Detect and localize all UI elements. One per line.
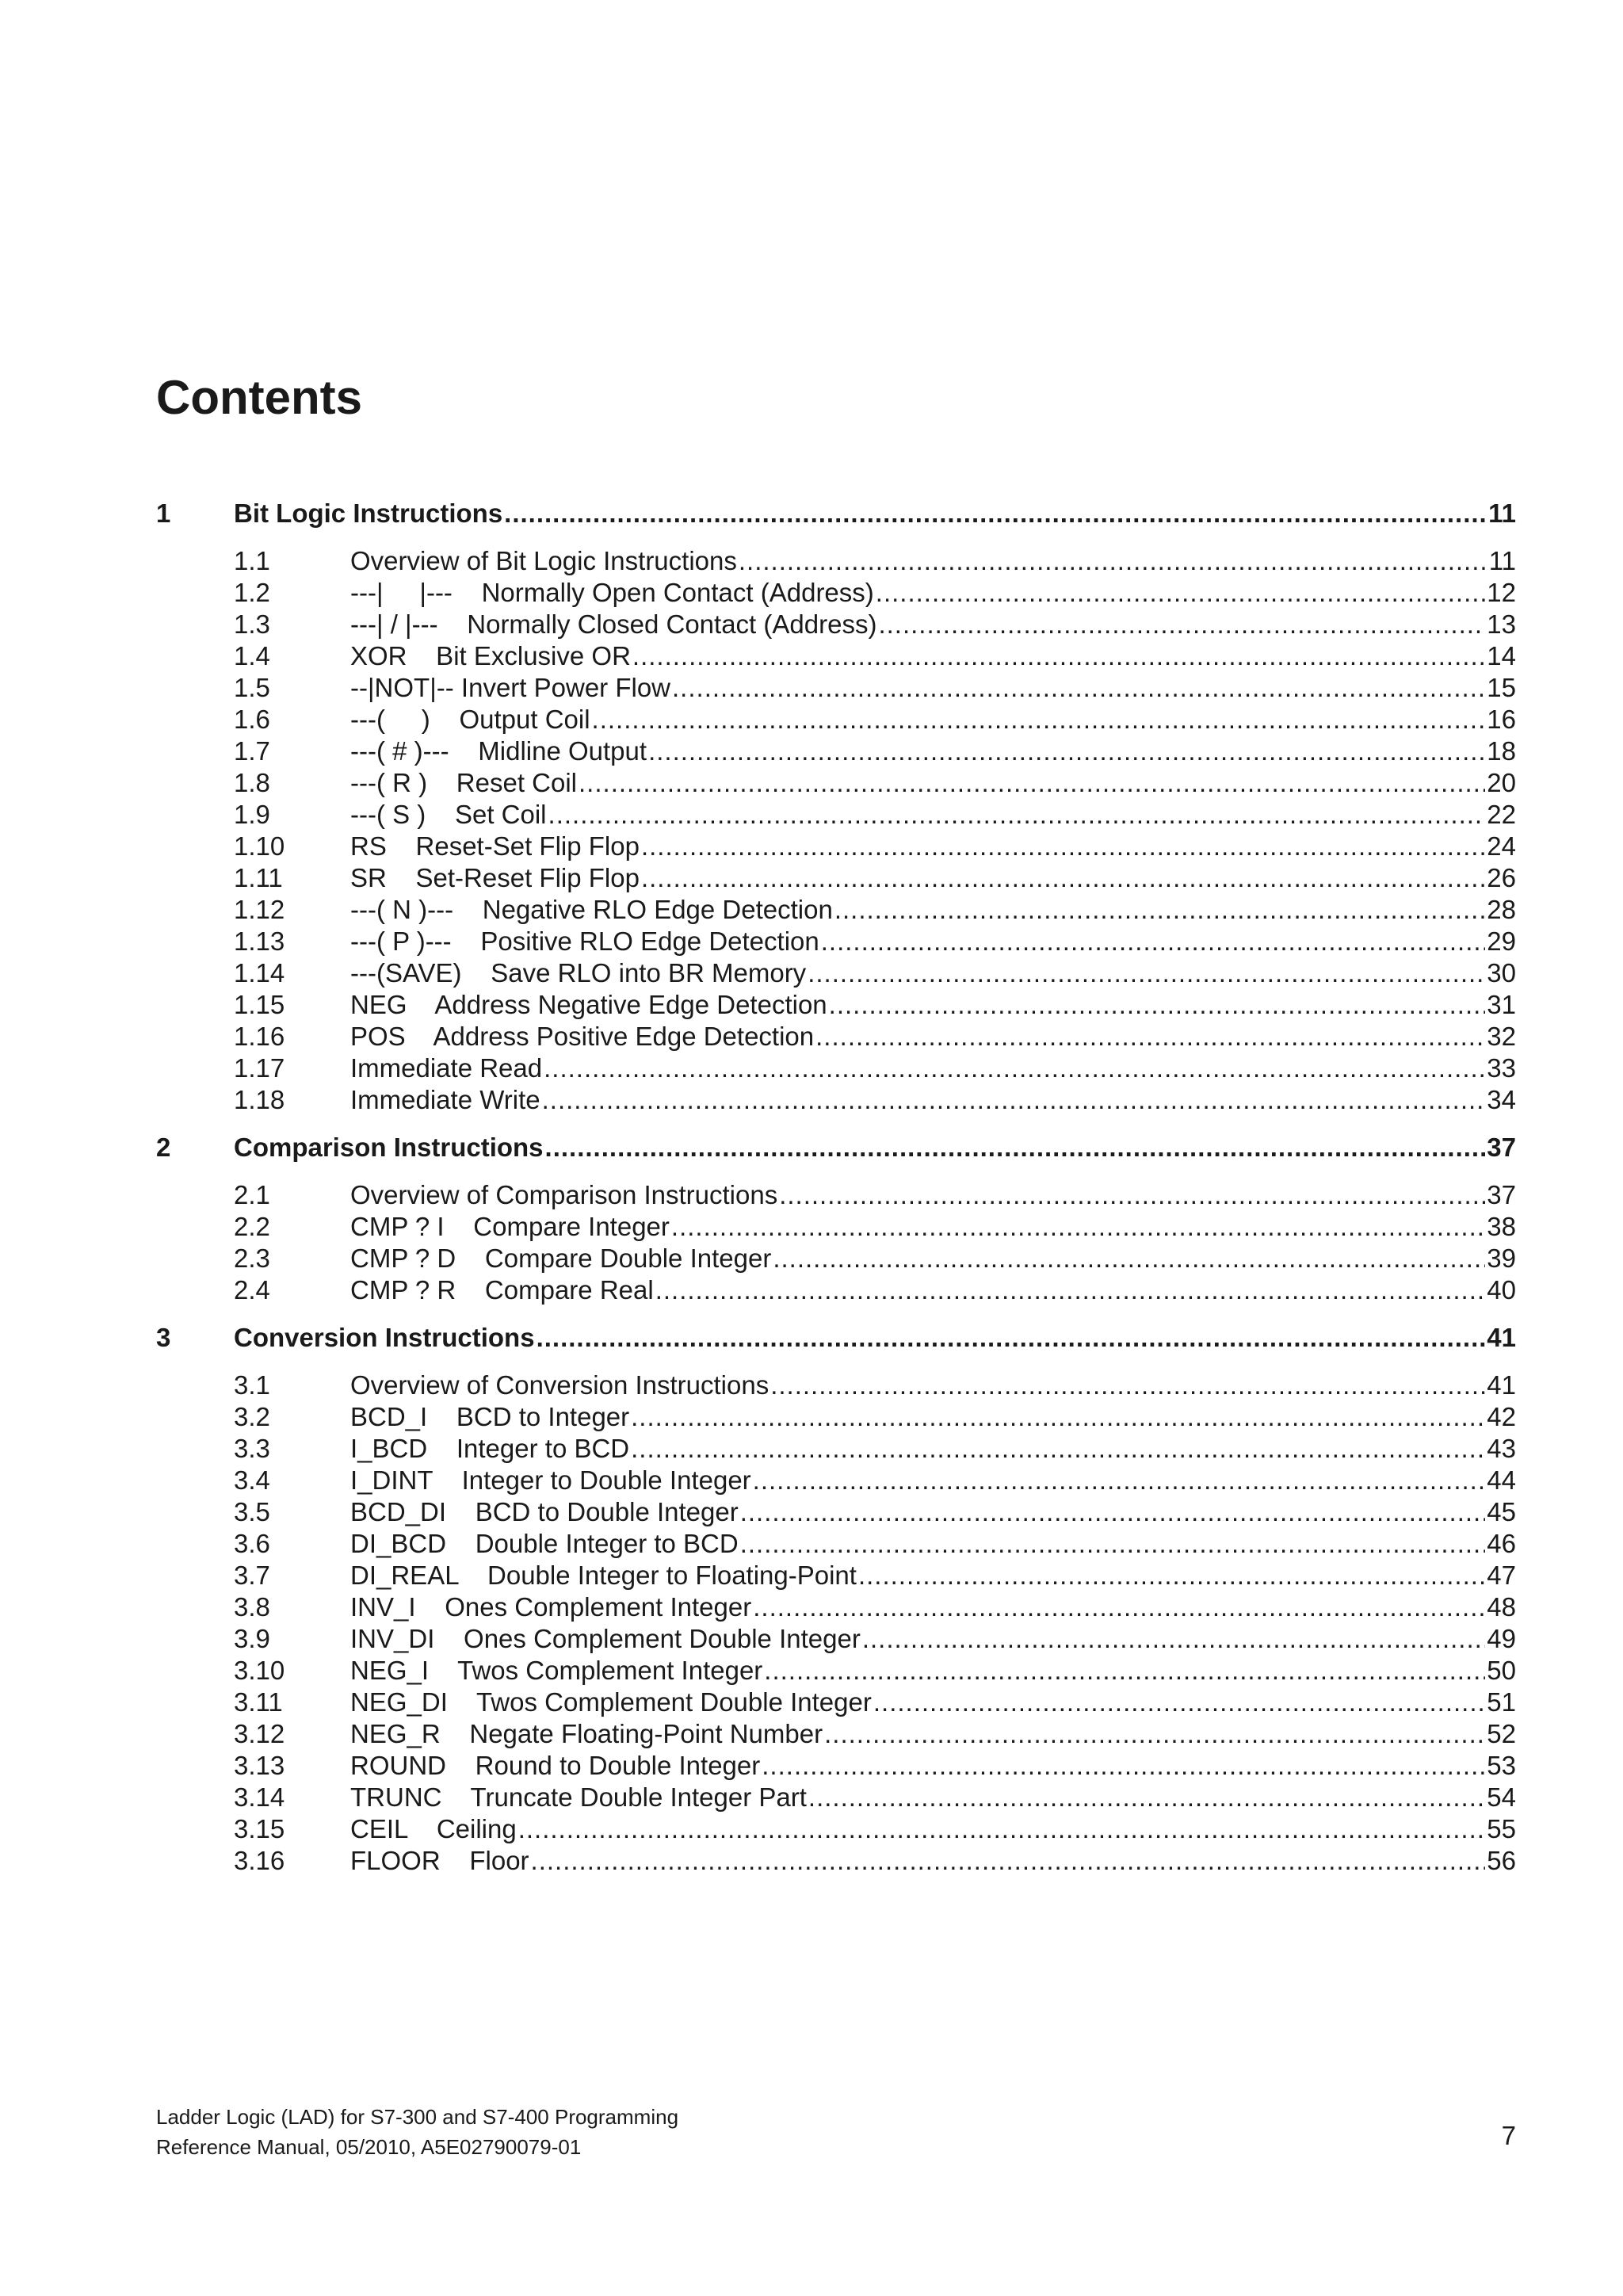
toc-leader-dots xyxy=(504,498,1487,529)
toc-entry-number: 3.2 xyxy=(234,1402,270,1431)
toc-entry-row[interactable] xyxy=(156,1021,1516,1052)
toc-entry-title: I_BCD Integer to BCD xyxy=(350,1434,630,1463)
toc-leader-dots xyxy=(829,989,1486,1021)
toc-entry-title: POS Address Positive Edge Detection xyxy=(350,1022,815,1051)
toc-entry-number: 3.4 xyxy=(234,1465,270,1495)
toc-leader-dots xyxy=(739,545,1487,577)
toc-entry-title: NEG_DI Twos Complement Double Integer xyxy=(350,1687,872,1717)
toc-entry-page: 55 xyxy=(1487,1814,1516,1843)
toc-entry-number: 3.16 xyxy=(234,1846,285,1875)
toc-entry-number: 1.9 xyxy=(234,800,270,829)
toc-entry-number: 1.11 xyxy=(234,863,283,892)
toc-chapter-section xyxy=(156,498,1516,1116)
toc-leader-dots xyxy=(641,862,1485,894)
toc-entry-page: 14 xyxy=(1487,641,1516,670)
toc-entry-page: 40 xyxy=(1487,1275,1516,1305)
toc-chapter-title: Bit Logic Instructions xyxy=(234,499,503,528)
toc-entry-row[interactable] xyxy=(156,1782,1516,1813)
footer-manual-info: Reference Manual, 05/2010, A5E02790079-01 xyxy=(156,2135,582,2159)
toc-entry-page: 42 xyxy=(1487,1402,1516,1431)
toc-entry-title: CMP ? D Compare Double Integer xyxy=(350,1244,772,1273)
toc-chapter-title: Comparison Instructions xyxy=(234,1133,544,1162)
toc-entry-number: 3.8 xyxy=(234,1592,270,1622)
toc-entry-title: CEIL Ceiling xyxy=(350,1814,517,1843)
toc-entry-title: CMP ? I Compare Integer xyxy=(350,1212,670,1241)
toc-leader-dots xyxy=(808,1782,1485,1813)
toc-leader-dots xyxy=(876,577,1486,609)
toc-entry-row[interactable] xyxy=(156,1274,1516,1306)
toc-entry-row[interactable] xyxy=(156,609,1516,640)
toc-entry-row[interactable] xyxy=(156,1211,1516,1243)
toc-entry-page: 26 xyxy=(1487,863,1516,892)
toc-entry-row[interactable] xyxy=(156,640,1516,672)
toc-leader-dots xyxy=(824,1718,1485,1750)
toc-entry-row[interactable] xyxy=(156,1401,1516,1433)
toc-entry-number: 3.11 xyxy=(234,1687,283,1717)
toc-entry-row[interactable] xyxy=(156,767,1516,799)
toc-entry-number: 1.15 xyxy=(234,990,285,1019)
toc-entry-number: 1.6 xyxy=(234,705,270,734)
toc-chapter-row[interactable] xyxy=(156,1322,1516,1354)
toc-entry-row[interactable] xyxy=(156,577,1516,609)
toc-leader-dots xyxy=(545,1132,1486,1163)
toc-leader-dots xyxy=(873,1687,1485,1718)
toc-entry-row[interactable] xyxy=(156,1750,1516,1782)
toc-chapter-page: 11 xyxy=(1488,499,1516,528)
toc-entry-page: 48 xyxy=(1487,1592,1516,1622)
toc-leader-dots xyxy=(862,1623,1485,1655)
toc-entry-page: 47 xyxy=(1487,1561,1516,1590)
toc-entry-page: 24 xyxy=(1487,831,1516,861)
toc-entry-page: 49 xyxy=(1487,1624,1516,1653)
toc-leader-dots xyxy=(631,1401,1485,1433)
toc-leader-dots xyxy=(631,1433,1485,1465)
toc-leader-dots xyxy=(641,831,1485,862)
toc-entry-title: ---( R ) Reset Coil xyxy=(350,768,578,797)
toc-leader-dots xyxy=(579,767,1485,799)
toc-entry-page: 46 xyxy=(1487,1529,1516,1558)
toc-chapter-row[interactable] xyxy=(156,1132,1516,1163)
toc-leader-dots xyxy=(648,735,1485,767)
toc-leader-dots xyxy=(815,1021,1485,1052)
toc-entry-title: Overview of Conversion Instructions xyxy=(350,1370,769,1400)
toc-entry-page: 52 xyxy=(1487,1719,1516,1748)
toc-entry-row[interactable] xyxy=(156,1465,1516,1496)
toc-entry-number: 1.10 xyxy=(234,831,285,861)
toc-entry-title: ---(SAVE) Save RLO into BR Memory xyxy=(350,958,807,988)
toc-entry-row[interactable] xyxy=(156,1528,1516,1560)
footer-document-title: Ladder Logic (LAD) for S7-300 and S7-400 Programming xyxy=(156,2105,679,2129)
toc-entry-row[interactable] xyxy=(156,735,1516,767)
toc-entry-title: NEG_R Negate Floating-Point Number xyxy=(350,1719,823,1748)
toc-entry-title: XOR Bit Exclusive OR xyxy=(350,641,631,670)
toc-entry-number: 3.7 xyxy=(234,1561,270,1590)
toc-leader-dots xyxy=(858,1560,1485,1591)
toc-leader-dots xyxy=(544,1052,1485,1084)
toc-entry-number: 3.3 xyxy=(234,1434,270,1463)
toc-entry-page: 39 xyxy=(1487,1244,1516,1273)
toc-entry-number: 1.3 xyxy=(234,609,270,639)
toc-entry-page: 18 xyxy=(1487,736,1516,766)
toc-entry-page: 34 xyxy=(1487,1085,1516,1114)
toc-entry-title: CMP ? R Compare Real xyxy=(350,1275,654,1305)
toc-entry-title: Overview of Bit Logic Instructions xyxy=(350,546,737,575)
toc-entry-row[interactable] xyxy=(156,1655,1516,1687)
toc-entry-number: 2.3 xyxy=(234,1244,270,1273)
toc-entry-row[interactable] xyxy=(156,704,1516,735)
toc-entry-page: 43 xyxy=(1487,1434,1516,1463)
toc-entry-page: 13 xyxy=(1487,609,1516,639)
toc-entry-row[interactable] xyxy=(156,1179,1516,1211)
toc-entry-number: 3.1 xyxy=(234,1370,270,1400)
toc-entry-page: 20 xyxy=(1487,768,1516,797)
toc-chapter-page: 41 xyxy=(1487,1323,1516,1352)
toc-leader-dots xyxy=(773,1243,1485,1274)
toc-entry-number: 1.8 xyxy=(234,768,270,797)
toc-entry-title: ---( P )--- Positive RLO Edge Detection xyxy=(350,926,819,956)
toc-chapter-section xyxy=(156,1322,1516,1877)
toc-leader-dots xyxy=(821,926,1486,957)
toc-entry-number: 3.6 xyxy=(234,1529,270,1558)
toc-entry-page: 37 xyxy=(1487,1180,1516,1209)
toc-entry-page: 30 xyxy=(1487,958,1516,988)
toc-entry-title: INV_DI Ones Complement Double Integer xyxy=(350,1624,861,1653)
toc-chapter-number: 2 xyxy=(156,1133,171,1162)
toc-entry-row[interactable] xyxy=(156,926,1516,957)
toc-entry-row[interactable] xyxy=(156,1687,1516,1718)
toc-entry-row[interactable] xyxy=(156,894,1516,926)
toc-entry-title: FLOOR Floor xyxy=(350,1846,529,1875)
toc-leader-dots xyxy=(537,1322,1486,1354)
toc-entry-title: I_DINT Integer to Double Integer xyxy=(350,1465,751,1495)
toc-entry-row[interactable] xyxy=(156,1718,1516,1750)
toc-leader-dots xyxy=(740,1496,1486,1528)
toc-entry-row[interactable] xyxy=(156,989,1516,1021)
toc-entry-number: 3.14 xyxy=(234,1782,285,1812)
toc-entry-number: 1.12 xyxy=(234,895,285,924)
toc-entry-page: 41 xyxy=(1487,1370,1516,1400)
toc-entry-page: 28 xyxy=(1487,895,1516,924)
toc-leader-dots xyxy=(548,799,1486,831)
toc-entry-number: 3.9 xyxy=(234,1624,270,1653)
toc-entry-title: RS Reset-Set Flip Flop xyxy=(350,831,640,861)
toc-entry-page: 11 xyxy=(1488,546,1516,575)
toc-entry-page: 50 xyxy=(1487,1656,1516,1685)
toc-entry-number: 3.5 xyxy=(234,1497,270,1526)
toc-entry-title: BCD_DI BCD to Double Integer xyxy=(350,1497,739,1526)
toc-leader-dots xyxy=(542,1084,1486,1116)
toc-entry-page: 45 xyxy=(1487,1497,1516,1526)
toc-leader-dots xyxy=(632,640,1485,672)
toc-leader-dots xyxy=(740,1528,1486,1560)
toc-entry-row[interactable] xyxy=(156,1243,1516,1274)
toc-entry-row[interactable] xyxy=(156,1496,1516,1528)
toc-entry-page: 32 xyxy=(1487,1022,1516,1051)
toc-leader-dots xyxy=(779,1179,1485,1211)
toc-entry-title: ---( ) Output Coil xyxy=(350,705,590,734)
toc-entry-number: 1.14 xyxy=(234,958,285,988)
table-of-contents xyxy=(156,498,1516,1893)
toc-entry-number: 3.13 xyxy=(234,1751,285,1780)
toc-entry-title: INV_I Ones Complement Integer xyxy=(350,1592,752,1622)
toc-chapter-number: 3 xyxy=(156,1323,171,1352)
toc-entry-row[interactable] xyxy=(156,1845,1516,1877)
toc-chapter-title: Conversion Instructions xyxy=(234,1323,535,1352)
toc-entry-row[interactable] xyxy=(156,862,1516,894)
toc-leader-dots xyxy=(672,672,1485,704)
toc-entry-title: Immediate Read xyxy=(350,1053,543,1083)
toc-entry-number: 1.18 xyxy=(234,1085,285,1114)
toc-entry-row[interactable] xyxy=(156,1433,1516,1465)
toc-leader-dots xyxy=(753,1591,1485,1623)
footer xyxy=(156,2102,678,2162)
toc-entry-page: 51 xyxy=(1487,1687,1516,1717)
toc-entry-title: ROUND Round to Double Integer xyxy=(350,1751,761,1780)
toc-entry-page: 38 xyxy=(1487,1212,1516,1241)
toc-entry-title: ---( S ) Set Coil xyxy=(350,800,547,829)
toc-leader-dots xyxy=(592,704,1486,735)
toc-entry-page: 53 xyxy=(1487,1751,1516,1780)
toc-entry-row[interactable] xyxy=(156,1052,1516,1084)
toc-entry-number: 2.2 xyxy=(234,1212,270,1241)
toc-entry-page: 16 xyxy=(1487,705,1516,734)
toc-entry-row[interactable] xyxy=(156,1591,1516,1623)
toc-leader-dots xyxy=(834,894,1485,926)
toc-entry-row[interactable] xyxy=(156,545,1516,577)
toc-entry-number: 2.4 xyxy=(234,1275,270,1305)
toc-chapter-row[interactable] xyxy=(156,498,1516,529)
toc-leader-dots xyxy=(762,1750,1485,1782)
footer-page-number: 7 xyxy=(1501,2121,1516,2150)
toc-leader-dots xyxy=(770,1370,1485,1401)
toc-entry-title: ---( N )--- Negative RLO Edge Detection xyxy=(350,895,833,924)
toc-entry-number: 1.17 xyxy=(234,1053,285,1083)
toc-entry-row[interactable] xyxy=(156,1813,1516,1845)
toc-entry-title: NEG_I Twos Complement Integer xyxy=(350,1656,763,1685)
toc-entry-number: 3.15 xyxy=(234,1814,285,1843)
toc-entry-number: 1.16 xyxy=(234,1022,285,1051)
toc-entry-number: 1.4 xyxy=(234,641,270,670)
toc-entry-row[interactable] xyxy=(156,1560,1516,1591)
toc-entry-page: 33 xyxy=(1487,1053,1516,1083)
toc-chapter-page: 37 xyxy=(1487,1133,1516,1162)
toc-chapter-section xyxy=(156,1132,1516,1306)
toc-entry-row[interactable] xyxy=(156,1370,1516,1401)
toc-entry-page: 22 xyxy=(1487,800,1516,829)
toc-entry-page: 15 xyxy=(1487,673,1516,702)
toc-leader-dots xyxy=(518,1813,1486,1845)
toc-entry-title: --|NOT|-- Invert Power Flow xyxy=(350,673,671,702)
toc-entry-page: 44 xyxy=(1487,1465,1516,1495)
toc-leader-dots xyxy=(753,1465,1486,1496)
toc-entry-title: SR Set-Reset Flip Flop xyxy=(350,863,640,892)
toc-entry-title: NEG Address Negative Edge Detection xyxy=(350,990,827,1019)
toc-entry-number: 1.2 xyxy=(234,578,270,607)
toc-entry-number: 1.7 xyxy=(234,736,270,766)
toc-entry-row[interactable] xyxy=(156,831,1516,862)
toc-entry-title: Immediate Write xyxy=(350,1085,540,1114)
toc-entry-page: 56 xyxy=(1487,1846,1516,1875)
toc-entry-number: 1.1 xyxy=(234,546,270,575)
toc-entry-title: ---| / |--- Normally Closed Contact (Address) xyxy=(350,609,877,639)
toc-entry-page: 54 xyxy=(1487,1782,1516,1812)
page-title: Contents xyxy=(156,371,362,424)
toc-entry-page: 12 xyxy=(1487,578,1516,607)
toc-entry-title: ---| |--- Normally Open Contact (Address) xyxy=(350,578,874,607)
toc-entry-number: 3.12 xyxy=(234,1719,285,1748)
toc-chapter-number: 1 xyxy=(156,499,171,528)
toc-entry-title: DI_BCD Double Integer to BCD xyxy=(350,1529,739,1558)
toc-entry-number: 1.13 xyxy=(234,926,285,956)
toc-entry-page: 29 xyxy=(1487,926,1516,956)
toc-entry-title: DI_REAL Double Integer to Floating-Point xyxy=(350,1561,857,1590)
toc-leader-dots xyxy=(671,1211,1485,1243)
toc-entry-title: TRUNC Truncate Double Integer Part xyxy=(350,1782,807,1812)
toc-entry-title: ---( # )--- Midline Output xyxy=(350,736,647,766)
toc-entry-row[interactable] xyxy=(156,799,1516,831)
toc-leader-dots xyxy=(808,957,1485,989)
toc-leader-dots xyxy=(531,1845,1486,1877)
toc-entry-number: 3.10 xyxy=(234,1656,285,1685)
toc-entry-row[interactable] xyxy=(156,1084,1516,1116)
toc-entry-page: 31 xyxy=(1487,990,1516,1019)
toc-leader-dots xyxy=(764,1655,1485,1687)
toc-entry-row[interactable] xyxy=(156,672,1516,704)
toc-entry-title: BCD_I BCD to Integer xyxy=(350,1402,630,1431)
toc-leader-dots xyxy=(878,609,1485,640)
toc-entry-number: 1.5 xyxy=(234,673,270,702)
toc-entry-row[interactable] xyxy=(156,957,1516,989)
toc-leader-dots xyxy=(655,1274,1486,1306)
toc-entry-row[interactable] xyxy=(156,1623,1516,1655)
toc-entry-title: Overview of Comparison Instructions xyxy=(350,1180,778,1209)
toc-entry-number: 2.1 xyxy=(234,1180,270,1209)
